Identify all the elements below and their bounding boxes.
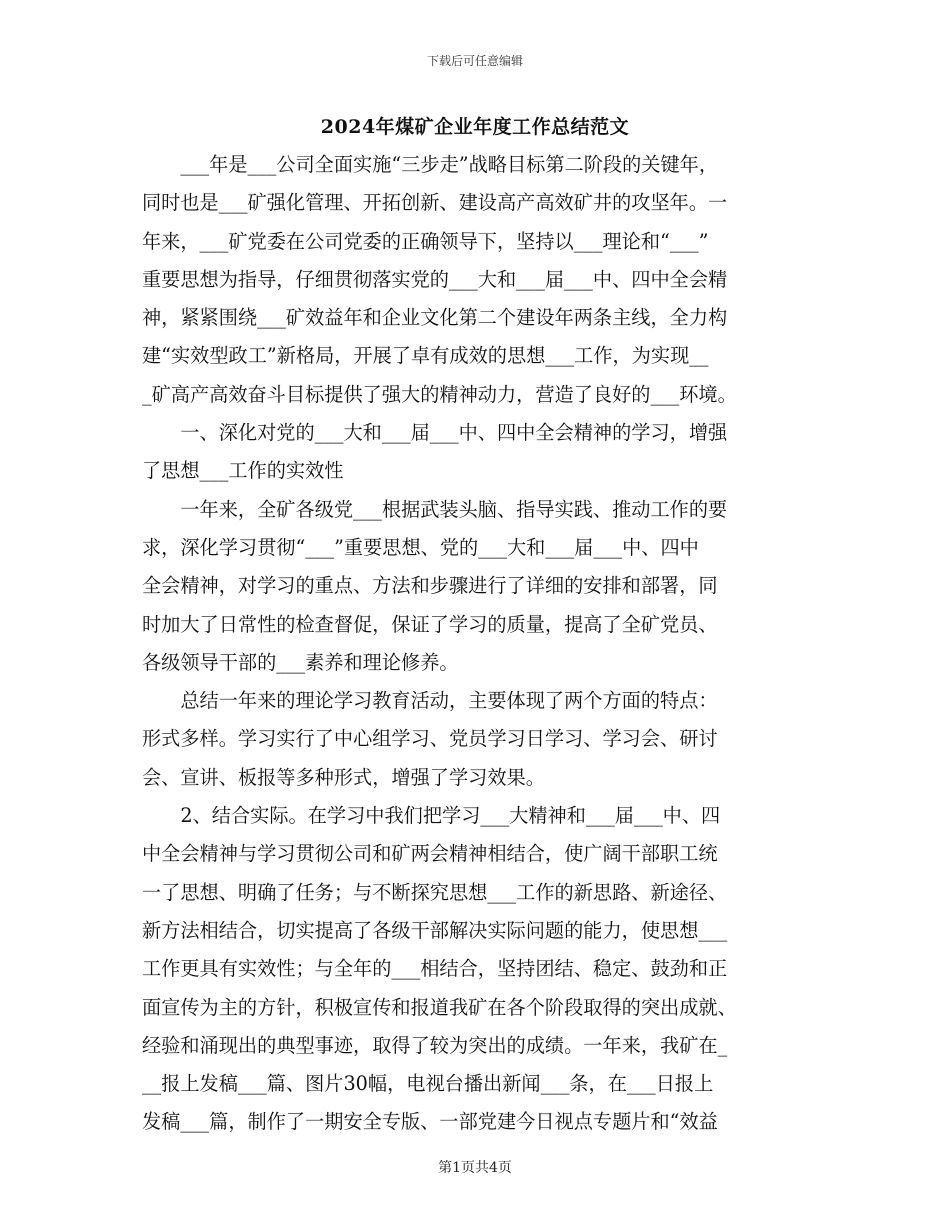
text-line: 形式多样。学习实行了中心组学习、党员学习日学习、学习会、研讨 bbox=[142, 727, 718, 751]
text-line: 一了思想、明确了任务；与不断探究思想___工作的新思路、新途径、 bbox=[142, 880, 728, 904]
text-line: 求，深化学习贯彻“___”重要思想、党的___大和___届___中、四中 bbox=[142, 535, 699, 559]
text-line: 同时也是___矿强化管理、开拓创新、建设高产高效矿井的攻坚年。一 bbox=[142, 191, 728, 215]
text-line: 一年来，全矿各级党___根据武装头脑、指导实践、推动工作的要 bbox=[142, 497, 728, 521]
text-line: ___年是___公司全面实施“三步走”战略目标第二阶段的关键年， bbox=[142, 153, 719, 176]
text-line: 中全会精神与学习贯彻公司和矿两会精神相结合，使广阔干部职工统 bbox=[142, 842, 718, 866]
section-heading-line: 了思想___工作的实效性 bbox=[142, 459, 344, 483]
text-line: 建“实效型政工”新格局，开展了卓有成效的思想___工作，为实现__ bbox=[142, 344, 709, 368]
text-line: 经验和涌现出的典型事迹，取得了较为突出的成绩。一年来，我矿在_ bbox=[142, 1033, 728, 1057]
text-line: 年来，___矿党委在公司党委的正确领导下，坚持以___理论和“___” bbox=[142, 229, 709, 253]
text-line: 重要思想为指导，仔细贯彻落实党的___大和___届___中、四中全会精 bbox=[142, 267, 728, 291]
text-line: 发稿___篇，制作了一期安全专版、一部党建今日视点专题片和“效益 bbox=[142, 1110, 718, 1134]
document-title: 2024年煤矿企业年度工作总结范文 bbox=[320, 116, 630, 138]
text-line: __报上发稿___篇、图片30幅，电视台播出新闻___条，在___日报上 bbox=[142, 1072, 714, 1096]
document-body bbox=[142, 146, 814, 1142]
text-line: 总结一年来的理论学习教育活动，主要体现了两个方面的特点： bbox=[142, 689, 718, 713]
text-line: 工作更具有实效性；与全年的___相结合，坚持团结、稳定、鼓劲和正 bbox=[142, 957, 728, 981]
text-line: 各级领导干部的___素养和理论修养。 bbox=[142, 650, 459, 674]
page-indicator: 第1页共4页 bbox=[438, 1160, 512, 1176]
text-line: 全会精神，对学习的重点、方法和步骤进行了详细的安排和部署，同 bbox=[142, 574, 718, 598]
text-line: 面宣传为主的方针，积极宣传和报道我矿在各个阶段取得的突出成就、 bbox=[142, 995, 737, 1019]
text-line: _矿高产高效奋斗目标提供了强大的精神动力，营造了良好的___环境。 bbox=[142, 382, 737, 406]
text-line: 会、宣讲、板报等多种形式，增强了学习效果。 bbox=[142, 765, 545, 789]
text-line: 神，紧紧围绕___矿效益年和企业文化第二个建设年两条主线，全力构 bbox=[142, 306, 728, 330]
text-line: 新方法相结合，切实提高了各级干部解决实际问题的能力，使思想___ bbox=[142, 918, 728, 942]
section-heading-line: 一、深化对党的___大和___届___中、四中全会精神的学习，增强 bbox=[142, 421, 728, 445]
text-line: 时加大了日常性的检查督促，保证了学习的质量，提高了全矿党员、 bbox=[142, 612, 718, 636]
header-note: 下载后可任意编辑 bbox=[426, 54, 523, 68]
text-line: 2、结合实际。在学习中我们把学习___大精神和___届___中、四 bbox=[142, 804, 721, 828]
